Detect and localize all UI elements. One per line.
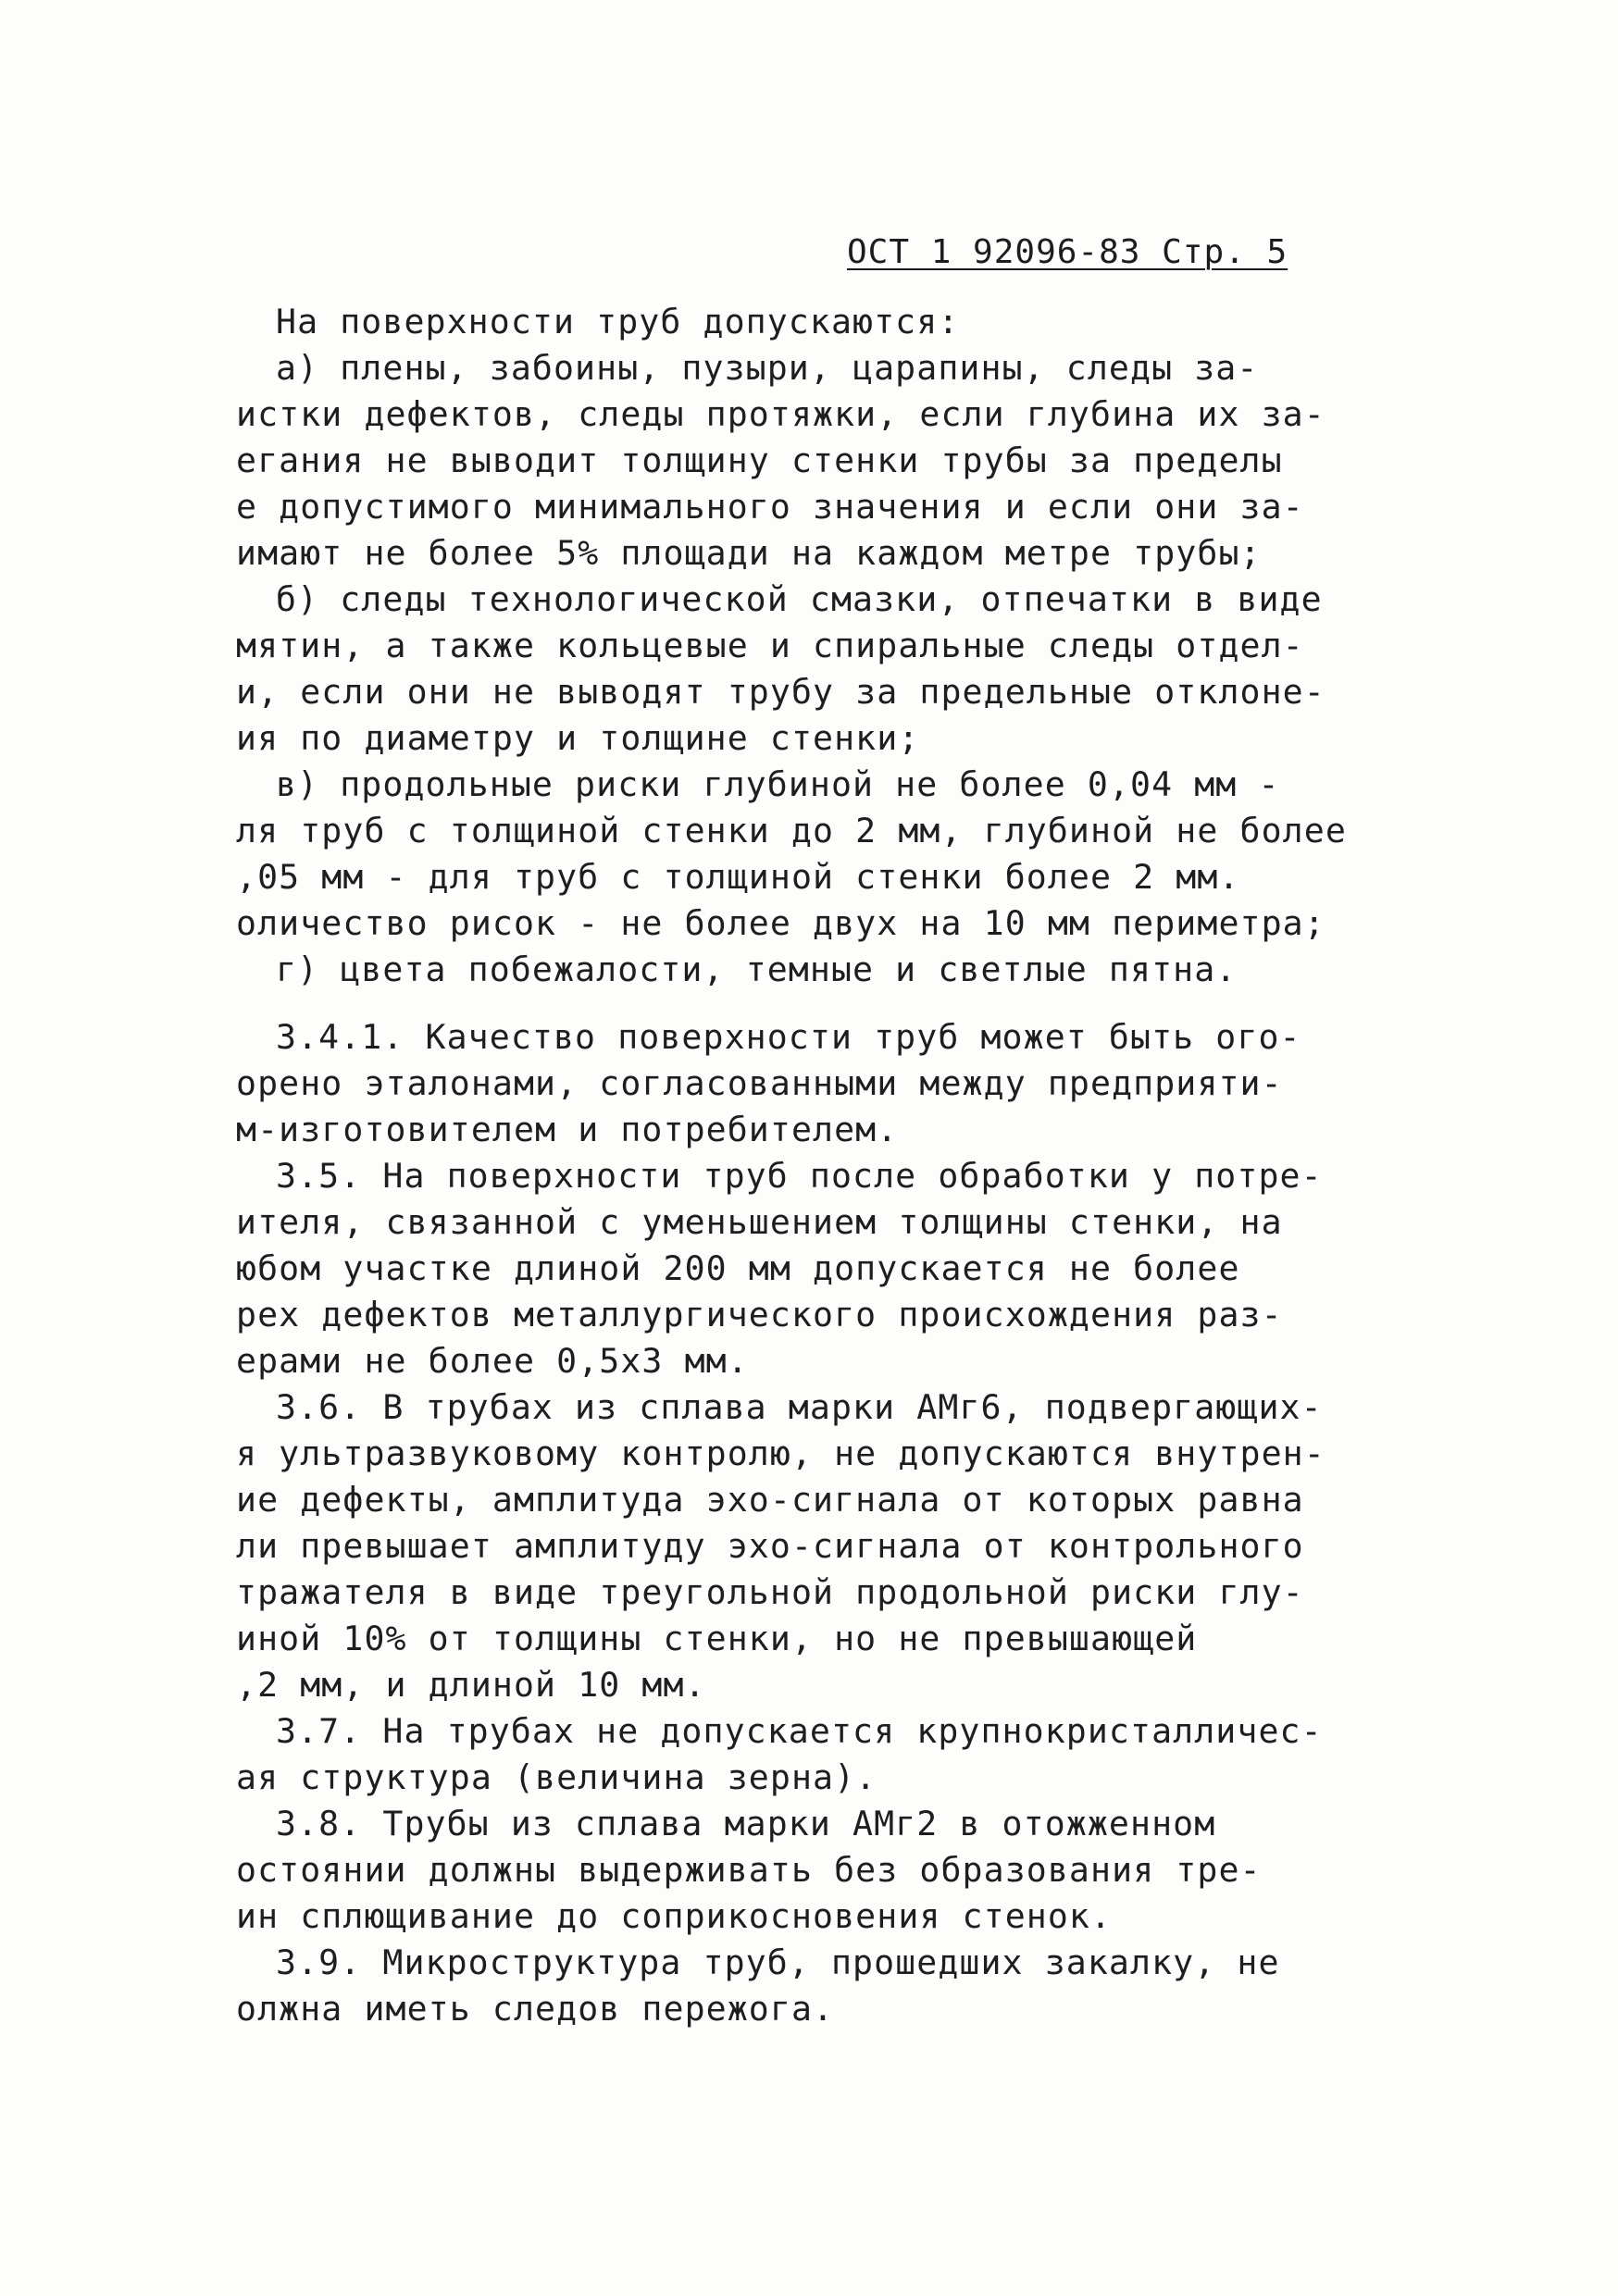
text-line: мятин, а также кольцевые и спиральные следы отдел- (236, 626, 1304, 665)
text-line: 3.8. Трубы из сплава марки АМг2 в отожженном (276, 1804, 1216, 1843)
text-line: б) следы технологической смазки, отпечатки в виде (276, 579, 1323, 619)
text-line: и, если они не выводят трубу за предельные отклоне- (236, 672, 1326, 712)
text-line: имают не более 5% площади на каждом метре трубы; (236, 533, 1262, 573)
text-line: егания не выводит толщину стенки трубы за пределы (236, 441, 1283, 480)
text-line: ая структура (величина зерна). (236, 1757, 877, 1797)
text-line: ля труб с толщиной стенки до 2 мм, глубиной не более (236, 811, 1347, 850)
text-line: ли превышает амплитуду эхо-сигнала от контрольного (236, 1526, 1304, 1566)
text-line: юбом участке длиной 200 мм допускается не более (236, 1248, 1240, 1288)
text-line: е допустимого минимального значения и если они за- (236, 487, 1304, 527)
text-line: оличество рисок - не более двух на 10 мм периметра; (236, 903, 1326, 943)
text-line: ерами не более 0,5х3 мм. (236, 1341, 749, 1381)
text-line: 3.9. Микроструктура труб, прошедших закалку, не (276, 1942, 1280, 1982)
text-line: ,05 мм - для труб с толщиной стенки более 2 мм. (236, 857, 1240, 897)
text-line: 3.7. На трубах не допускается крупнокристалличес- (276, 1711, 1323, 1751)
text-line: ия по диаметру и толщине стенки; (236, 718, 920, 758)
text-line: рех дефектов металлургического происхождения раз- (236, 1295, 1283, 1334)
text-line: ителя, связанной с уменьшением толщины стенки, на (236, 1202, 1283, 1242)
text-line: м-изготовителем и потребителем. (236, 1110, 899, 1149)
text-line: 3.6. В трубах из сплава марки АМг6, подвергающих- (276, 1387, 1323, 1427)
page-header: ОСТ 1 92096-83 Стр. 5 (847, 233, 1288, 271)
text-line: я ультразвуковому контролю, не допускаются внутрен- (236, 1433, 1326, 1473)
text-line: остоянии должны выдерживать без образования тре- (236, 1850, 1262, 1890)
text-line: тражателя в виде треугольной продольной риски глу- (236, 1572, 1304, 1612)
text-line: ин сплющивание до соприкосновения стенок. (236, 1896, 1113, 1936)
text-line: 3.4.1. Качество поверхности труб может быть ого- (276, 1017, 1301, 1057)
text-line: а) плены, забоины, пузыри, царапины, следы за- (276, 348, 1259, 388)
text-line: орено эталонами, согласованными между предприяти- (236, 1063, 1283, 1103)
text-line: 3.5. На поверхности труб после обработки у потре- (276, 1156, 1323, 1196)
text-line: в) продольные риски глубиной не более 0,04 мм - (276, 764, 1280, 804)
text-line: На поверхности труб допускаются: (276, 302, 960, 341)
text-line: ,2 мм, и длиной 10 мм. (236, 1665, 706, 1705)
text-line: истки дефектов, следы протяжки, если глубина их за- (236, 394, 1326, 434)
text-line: ие дефекты, амплитуда эхо-сигнала от которых равна (236, 1480, 1304, 1520)
text-line: г) цвета побежалости, темные и светлые пятна. (276, 949, 1238, 989)
text-line: иной 10% от толщины стенки, но не превышающей (236, 1619, 1198, 1658)
text-line: олжна иметь следов пережога. (236, 1989, 835, 2029)
